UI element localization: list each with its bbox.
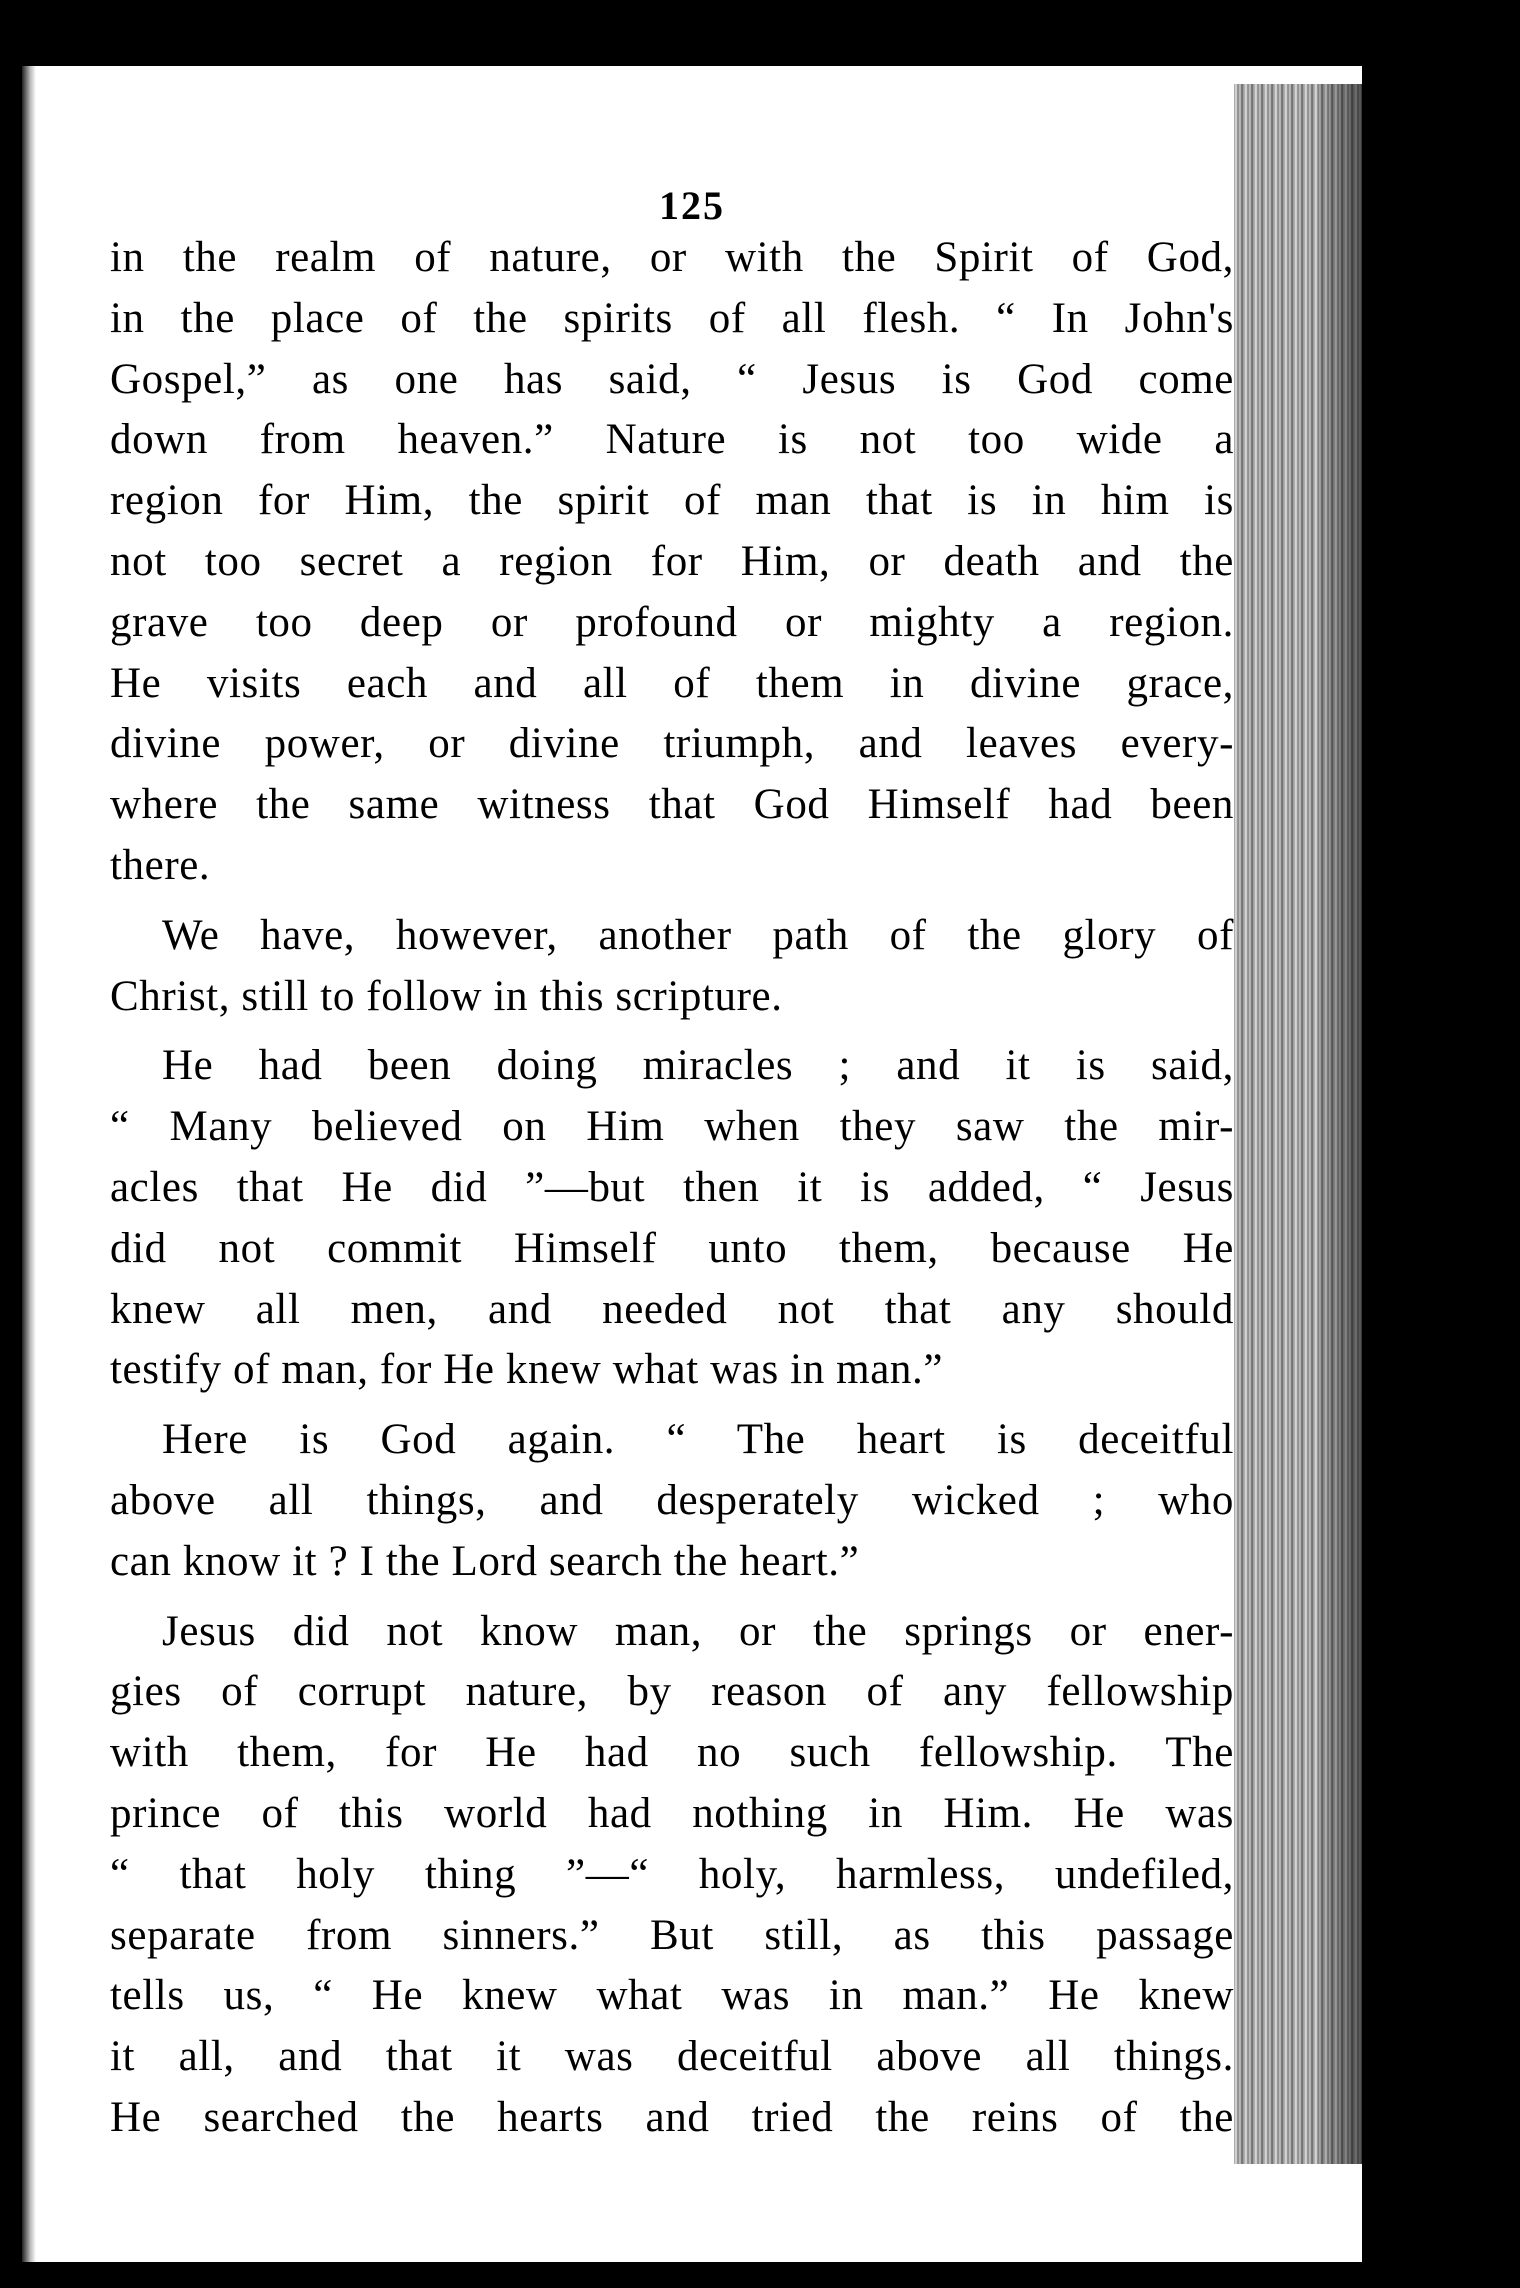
text-line: He had been doing miracles ; and it is said, xyxy=(162,1042,1234,1090)
text-line: above all things, and desperately wicked ; who xyxy=(110,1476,1234,1524)
paragraph-2 xyxy=(110,906,1234,1028)
paragraph-4 xyxy=(110,1410,1234,1592)
text-line: testify of man, for He knew what was in man.” xyxy=(110,1346,944,1394)
text-line: acles that He did ”—but then it is added, “ Jesus xyxy=(110,1163,1234,1211)
paragraph-5 xyxy=(110,1602,1234,2149)
text-line: with them, for He had no such fellowship. The xyxy=(110,1729,1234,1777)
text-line: did not commit Himself unto them, because He xyxy=(110,1224,1234,1272)
page-edge-stack xyxy=(1234,84,1362,2164)
text-line: down from heaven.” Nature is not too wide a xyxy=(110,416,1234,464)
text-line: in the place of the spirits of all flesh. “ In John's xyxy=(110,294,1234,342)
text-line: gies of corrupt nature, by reason of any fellowship xyxy=(110,1668,1234,1716)
text-line: not too secret a region for Him, or death and the xyxy=(110,537,1234,585)
text-line: divine power, or divine triumph, and leaves every- xyxy=(110,720,1234,768)
text-line: He searched the hearts and tried the reins of the xyxy=(110,2093,1234,2141)
text-line: tells us, “ He knew what was in man.” He knew xyxy=(110,1972,1234,2020)
text-line: knew all men, and needed not that any should xyxy=(110,1285,1234,1333)
text-line: We have, however, another path of the glory of xyxy=(162,911,1234,959)
book-page xyxy=(22,66,1362,2262)
text-line: separate from sinners.” But still, as this passage xyxy=(110,1911,1234,1959)
text-line: there. xyxy=(110,841,211,889)
text-line: Christ, still to follow in this scripture. xyxy=(110,972,783,1020)
text-line: Jesus did not know man, or the springs or ener- xyxy=(162,1607,1234,1655)
page-number: 125 xyxy=(659,183,725,228)
text-line: “ Many believed on Him when they saw the mir- xyxy=(110,1103,1234,1151)
text-line: Here is God again. “ The heart is deceitful xyxy=(162,1416,1234,1464)
paragraph-3 xyxy=(110,1036,1234,1401)
text-line: prince of this world had nothing in Him. He was xyxy=(110,1789,1234,1837)
paragraph-1 xyxy=(110,228,1234,897)
text-line: Gospel,” as one has said, “ Jesus is God come xyxy=(110,355,1234,403)
text-line: where the same witness that God Himself had been xyxy=(110,781,1234,829)
text-line: in the realm of nature, or with the Spirit of God, xyxy=(110,234,1234,281)
text-line: it all, and that it was deceitful above all things. xyxy=(110,2033,1234,2081)
body-text xyxy=(110,228,1234,2149)
gutter-shadow xyxy=(22,66,36,2262)
text-line: He visits each and all of them in divine grace, xyxy=(110,659,1234,707)
text-line: can know it ? I the Lord search the heart.” xyxy=(110,1537,860,1585)
text-line: “ that holy thing ”—“ holy, harmless, undefiled, xyxy=(110,1850,1234,1898)
text-line: region for Him, the spirit of man that is in him is xyxy=(110,477,1234,525)
text-line: grave too deep or profound or mighty a region. xyxy=(110,598,1234,646)
